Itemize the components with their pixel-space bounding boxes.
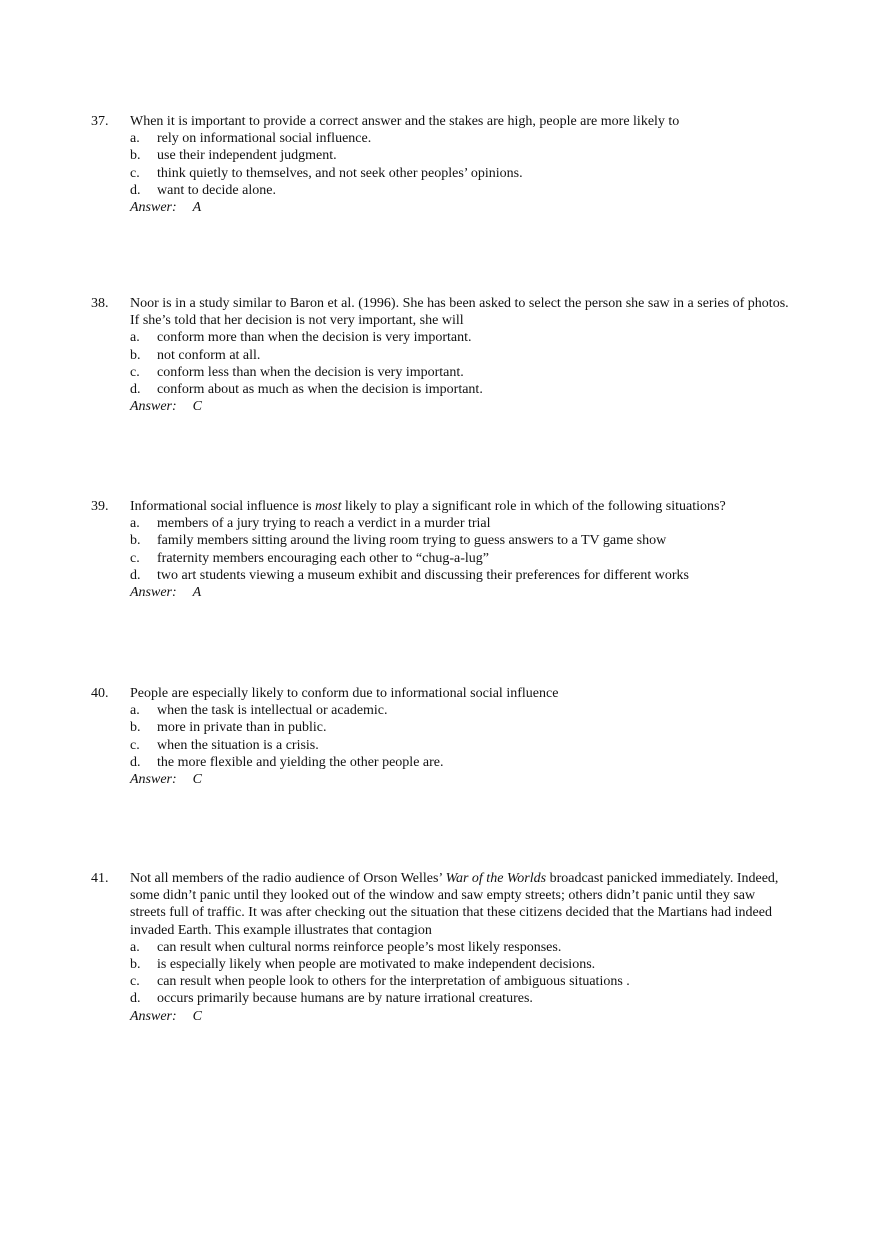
- question-text: [130, 498, 791, 515]
- option-letter: d.: [130, 754, 141, 770]
- option-letter: a.: [130, 516, 140, 532]
- option-letter: b.: [130, 148, 141, 164]
- answer-label: Answer:: [130, 199, 177, 215]
- option-text: occurs primarily because humans are by nature irrational creatures.: [157, 991, 533, 1007]
- option-letter: c.: [130, 737, 140, 753]
- option-c: [91, 364, 791, 381]
- answer-key: C: [192, 1008, 203, 1024]
- option-letter: a.: [130, 703, 140, 719]
- question-number: 37.: [91, 114, 109, 129]
- question-number: 38.: [91, 296, 109, 311]
- option-d: [91, 990, 791, 1007]
- option-text: want to decide alone.: [157, 182, 276, 198]
- option-d: [91, 567, 791, 584]
- question-39: [91, 498, 791, 601]
- option-c: [91, 550, 791, 567]
- option-b: [91, 719, 791, 736]
- question-stem: [91, 295, 791, 329]
- question-stem: [91, 113, 791, 130]
- option-d: [91, 381, 791, 398]
- options-list: [91, 515, 791, 584]
- option-text: is especially likely when people are motivated to make independent decisions.: [157, 957, 596, 972]
- option-text: conform less than when the decision is very important.: [157, 364, 464, 380]
- option-b: [91, 532, 791, 549]
- option-text: family members sitting around the living room trying to guess answers to a TV game show: [157, 533, 667, 549]
- option-text: think quietly to themselves, and not seek other peoples’ opinions.: [157, 165, 523, 181]
- options-list: [91, 130, 791, 199]
- options-list: [91, 939, 791, 1008]
- question-38: [91, 295, 791, 415]
- option-text: members of a jury trying to reach a verdict in a murder trial: [157, 516, 491, 532]
- option-letter: b.: [130, 720, 141, 736]
- option-a: [91, 702, 791, 719]
- option-letter: a.: [130, 131, 140, 147]
- option-a: [91, 329, 791, 346]
- options-list: [91, 702, 791, 771]
- option-text: can result when people look to others for the interpretation of ambiguous situations .: [157, 974, 630, 990]
- option-letter: d.: [130, 567, 141, 583]
- question-number: 39.: [91, 499, 109, 514]
- answer-line: [91, 1008, 791, 1025]
- question-text: When it is important to provide a correct answer and the stakes are high, people are more likely to: [130, 114, 680, 129]
- stem-emphasis: War of the Worlds: [445, 871, 547, 886]
- option-b: [91, 956, 791, 973]
- option-letter: a.: [130, 330, 140, 346]
- option-letter: b.: [130, 347, 141, 363]
- option-letter: c.: [130, 974, 140, 990]
- stem-part: broadcast panicked immediately. Indeed, some didn’t panic until they looked out of the window and saw empty streets; others didn’t panic until they saw streets full of traffic. It was after checking out the situation that these citizens decided that the Martians had indeed invaded Earth. This example illustrates that contagion: [130, 871, 779, 938]
- option-d: [91, 182, 791, 199]
- question-number: 41.: [91, 871, 109, 886]
- option-b: [91, 147, 791, 164]
- answer-key: A: [192, 584, 202, 600]
- option-text: can result when cultural norms reinforce people’s most likely responses.: [157, 939, 562, 955]
- question-37: [91, 113, 791, 216]
- question-text: People are especially likely to conform due to informational social influence: [130, 686, 559, 701]
- answer-label: Answer:: [130, 584, 177, 600]
- option-letter: c.: [130, 550, 140, 566]
- question-stem: [91, 498, 791, 515]
- option-text: not conform at all.: [157, 347, 261, 363]
- answer-line: [91, 398, 791, 415]
- option-c: [91, 973, 791, 990]
- answer-key: C: [192, 771, 203, 787]
- option-letter: d.: [130, 182, 141, 198]
- question-stem: [91, 685, 791, 702]
- answer-label: Answer:: [130, 771, 177, 787]
- option-text: conform more than when the decision is very important.: [157, 330, 472, 346]
- option-text: two art students viewing a museum exhibit and discussing their preferences for different works: [157, 567, 689, 583]
- option-text: use their independent judgment.: [157, 148, 337, 164]
- question-41: [91, 870, 791, 1025]
- option-a: [91, 939, 791, 956]
- answer-line: [91, 199, 791, 216]
- stem-part: Informational social influence is: [130, 499, 316, 514]
- answer-key: A: [192, 199, 202, 215]
- options-list: [91, 329, 791, 398]
- answer-line: [91, 584, 791, 601]
- option-c: [91, 737, 791, 754]
- answer-line: [91, 771, 791, 788]
- option-text: when the situation is a crisis.: [157, 737, 319, 753]
- option-b: [91, 347, 791, 364]
- question-text: Noor is in a study similar to Baron et al. (1996). She has been asked to select the person she saw in a series of photos. If she’s told that her decision is not very important, she will: [130, 296, 789, 329]
- question-stem: [91, 870, 791, 939]
- question-text: [130, 870, 791, 939]
- option-text: conform about as much as when the decision is important.: [157, 381, 483, 397]
- option-a: [91, 515, 791, 532]
- option-a: [91, 130, 791, 147]
- stem-emphasis: most: [315, 499, 342, 514]
- option-text: when the task is intellectual or academic.: [157, 703, 388, 719]
- option-letter: c.: [130, 165, 140, 181]
- option-letter: b.: [130, 533, 141, 549]
- option-text: fraternity members encouraging each other to “chug-a-lug”: [157, 550, 489, 566]
- question-number: 40.: [91, 686, 109, 701]
- option-text: the more flexible and yielding the other people are.: [157, 754, 444, 770]
- answer-label: Answer:: [130, 399, 177, 415]
- answer-label: Answer:: [130, 1008, 177, 1024]
- option-text: more in private than in public.: [157, 720, 327, 736]
- option-letter: b.: [130, 957, 141, 972]
- option-text: rely on informational social influence.: [157, 131, 372, 147]
- option-c: [91, 165, 791, 182]
- option-letter: d.: [130, 991, 141, 1007]
- answer-key: C: [192, 399, 203, 415]
- option-d: [91, 754, 791, 771]
- question-40: [91, 685, 791, 788]
- stem-part: Not all members of the radio audience of Orson Welles’: [130, 871, 446, 886]
- option-letter: d.: [130, 381, 141, 397]
- stem-part: likely to play a significant role in which of the following situations?: [341, 499, 726, 514]
- option-letter: c.: [130, 364, 140, 380]
- option-letter: a.: [130, 939, 140, 955]
